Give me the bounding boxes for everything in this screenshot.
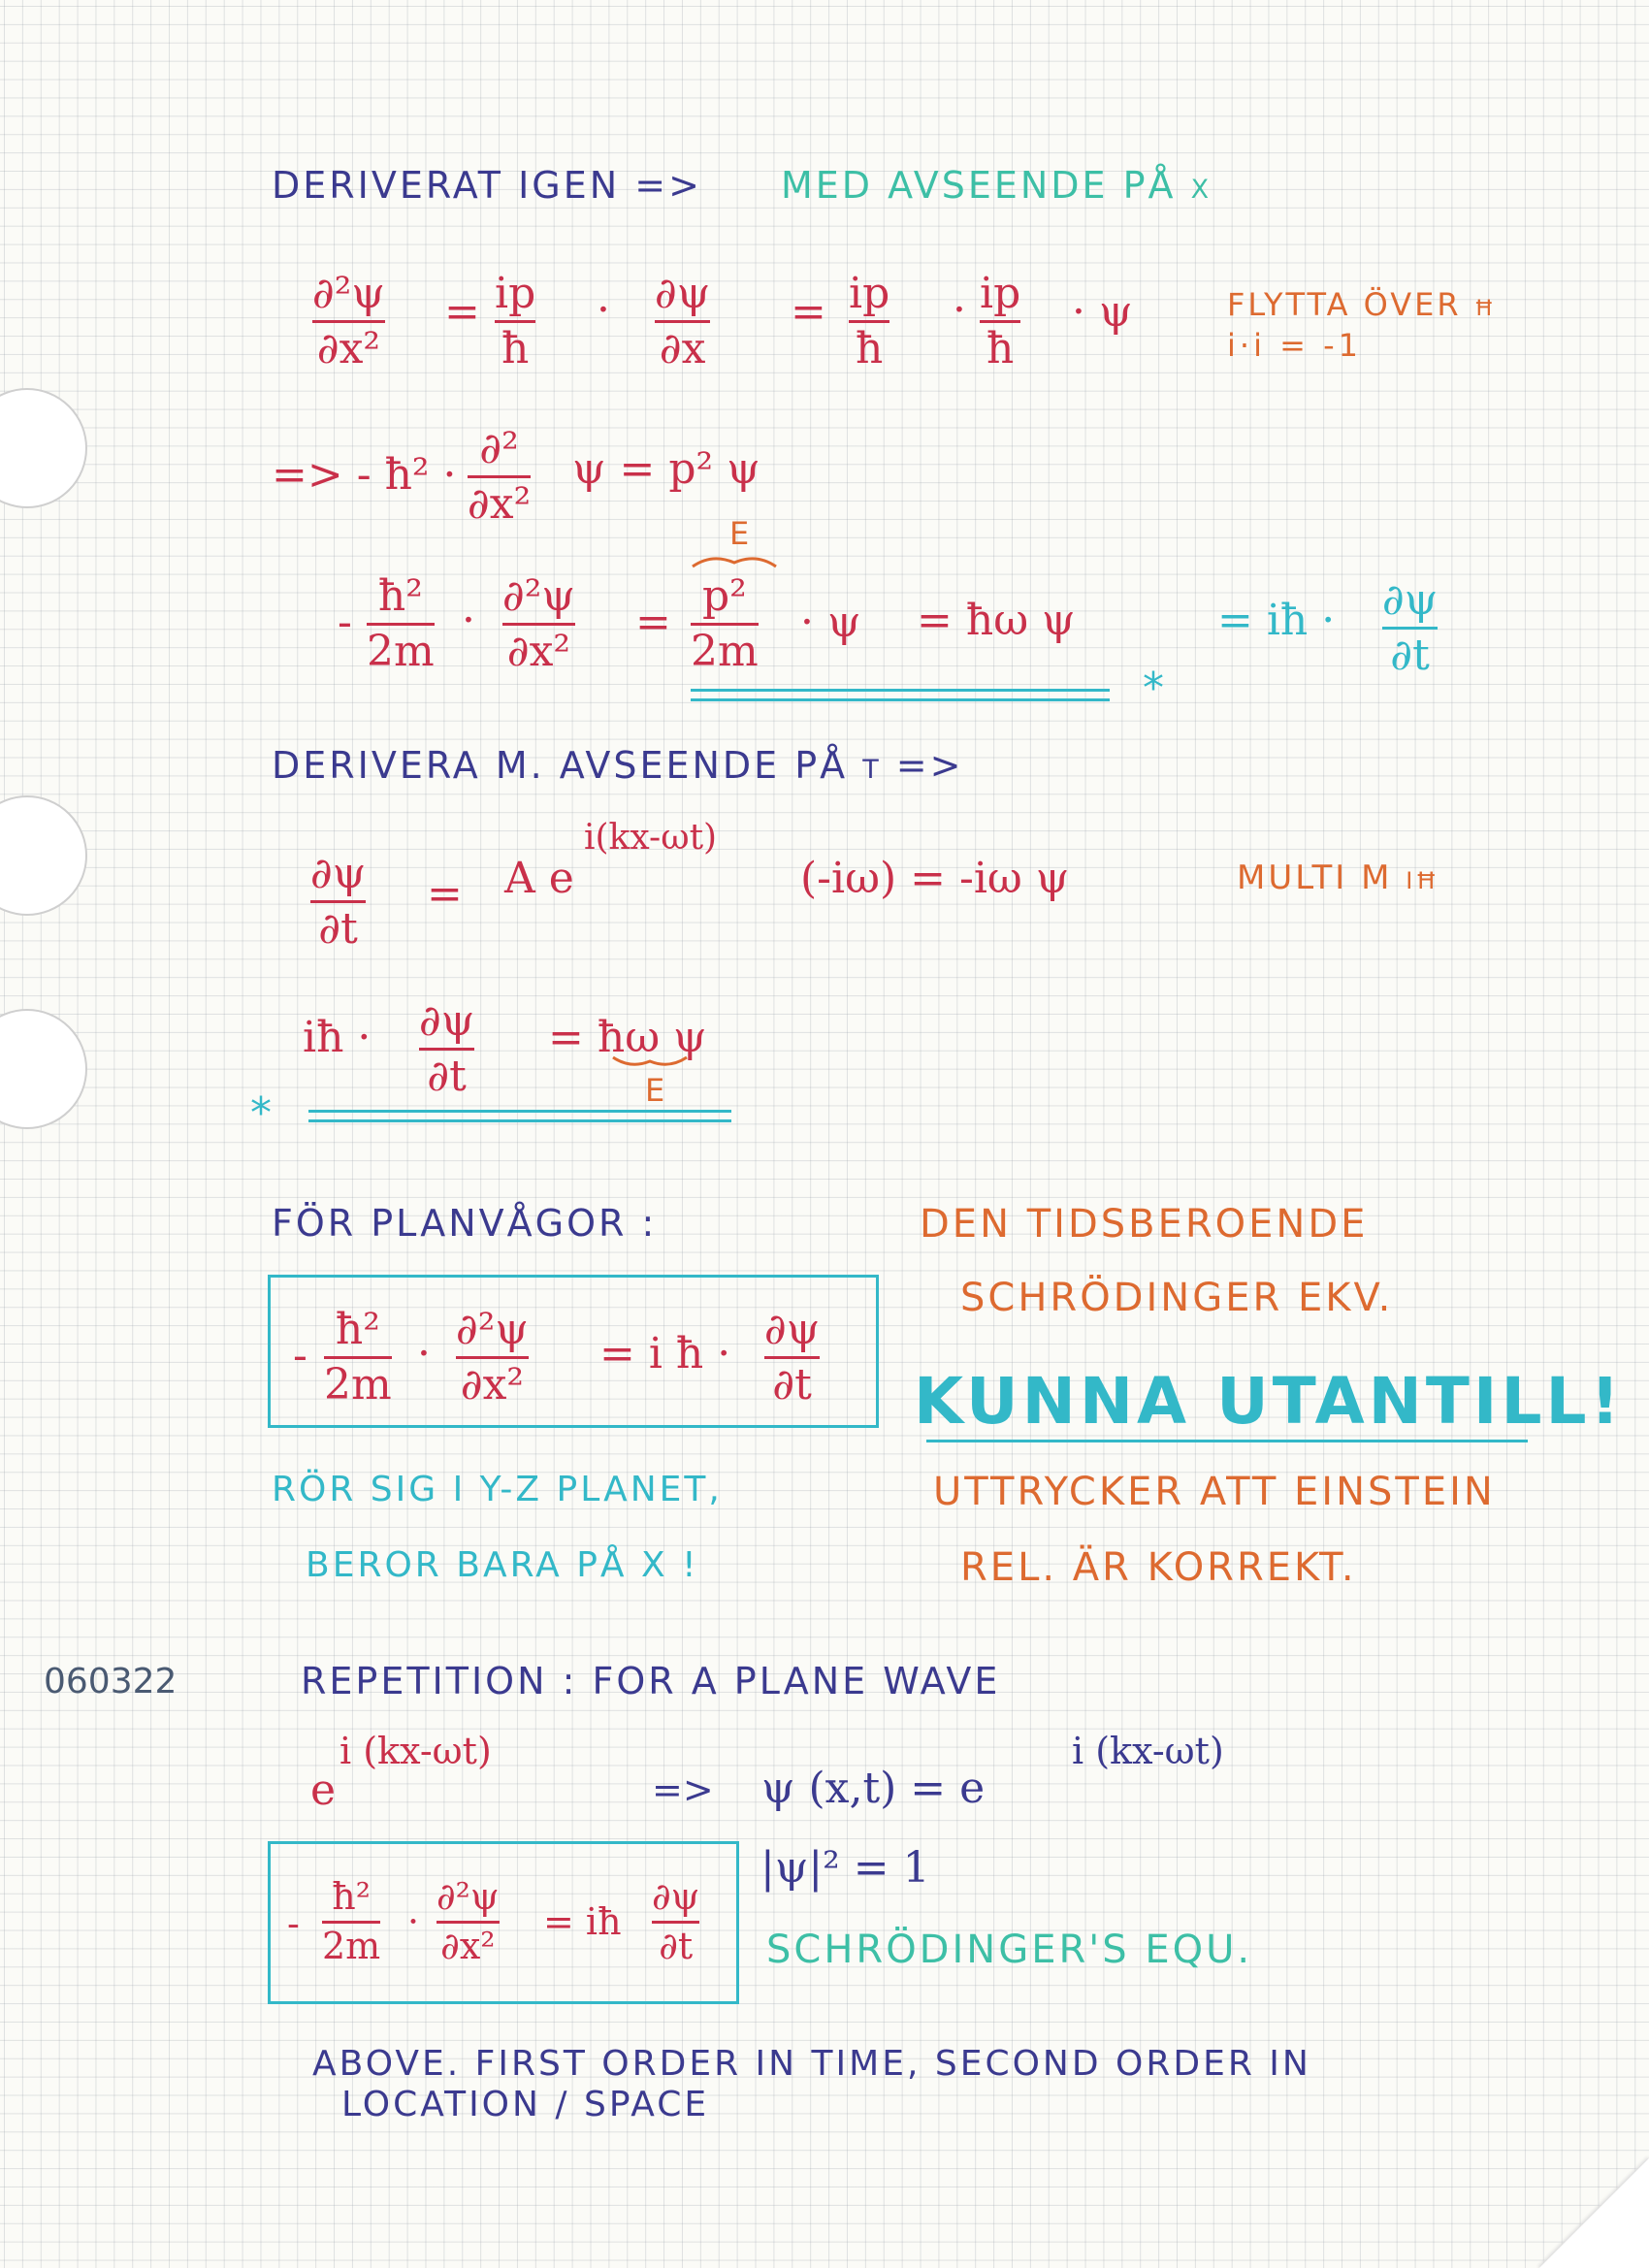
punch-hole <box>0 1009 87 1129</box>
exponent: i (kx-ωt) <box>1072 1730 1224 1772</box>
note-flytta-over: FLYTTA ÖVER ħ <box>1227 286 1497 323</box>
star-marker: * <box>1143 664 1164 713</box>
denominator: ∂t <box>659 1924 694 1967</box>
i-hbar-dot: iħ · <box>303 1013 372 1062</box>
exponent: i(kx-ωt) <box>584 818 718 858</box>
footer-note-line-2: LOCATION / SPACE <box>341 2085 710 2124</box>
equals-sign: = <box>791 287 826 337</box>
energy-rhs: = ħω ψ <box>548 1013 707 1062</box>
numerator: ∂ψ <box>1382 575 1439 625</box>
kunna-utantill: KUNNA UTANTILL! <box>914 1364 1624 1439</box>
heading-med-avseende-x: MED AVSEENDE PÅ x <box>781 164 1212 207</box>
normalization: |ψ|² = 1 <box>760 1843 930 1893</box>
fraction-dpsi-dt <box>764 1305 821 1410</box>
punch-hole <box>0 388 87 508</box>
denominator: ħ <box>501 324 530 374</box>
numerator: ∂² <box>479 424 519 473</box>
numerator: ∂ψ <box>764 1305 821 1354</box>
brace-under-E <box>691 549 778 570</box>
minus-sign: - <box>287 1902 300 1945</box>
numerator: ħ² <box>332 1875 371 1918</box>
implies-arrow: => <box>652 1768 714 1811</box>
fraction-h2-2m <box>324 1305 392 1410</box>
numerator: ∂²ψ <box>312 269 385 318</box>
underline <box>926 1440 1528 1442</box>
numerator: ip <box>980 269 1021 318</box>
numerator: ∂ψ <box>652 1875 700 1918</box>
energy-label: E <box>645 1072 665 1109</box>
equals-sign: = <box>427 869 463 919</box>
numerator: ∂ψ <box>310 849 367 898</box>
heading-deriverat-igen: DERIVERAT IGEN => <box>272 164 702 207</box>
minus-sign: - <box>293 1331 307 1380</box>
numerator: ip <box>495 269 536 318</box>
denominator: 2m <box>322 1924 381 1967</box>
fraction-ip-h <box>980 269 1021 374</box>
fraction-d2psi-dx2 <box>436 1875 500 1967</box>
note-ror-sig: RÖR SIG I Y-Z PLANET, <box>272 1470 723 1509</box>
amplitude-exponential: A e <box>504 854 574 903</box>
note-schrodinger-ekv: SCHRÖDINGER EKV. <box>960 1276 1394 1320</box>
denominator: ∂t <box>427 1052 467 1102</box>
numerator: ħ² <box>335 1305 380 1354</box>
equation-2-rest: ψ = p² ψ <box>572 444 760 494</box>
note-rel-korrekt: REL. ÄR KORREKT. <box>960 1545 1357 1590</box>
denominator: ∂x² <box>440 1924 496 1967</box>
date-label: 060322 <box>44 1662 178 1701</box>
underline <box>308 1119 731 1122</box>
denominator: ∂x² <box>506 627 571 677</box>
fraction-d2psi-dx2 <box>312 269 385 374</box>
denominator: ∂x² <box>468 479 532 530</box>
note-uttrycker: UTTRYCKER ATT EINSTEIN <box>933 1470 1496 1514</box>
fraction-d2psi-dx2 <box>456 1305 529 1410</box>
heading-for-planvagor: FÖR PLANVÅGOR : <box>272 1202 658 1245</box>
denominator: ħ <box>986 324 1015 374</box>
minus-sign: - <box>338 598 352 647</box>
denominator: 2m <box>324 1360 392 1410</box>
energy-rhs: = ħω ψ <box>917 596 1076 645</box>
numerator: ∂ψ <box>655 269 711 318</box>
dot-operator: · <box>953 285 966 335</box>
wavefunction-definition: ψ (x,t) = e <box>761 1764 986 1813</box>
fraction-ip-h <box>849 269 890 374</box>
equals-i-hbar: = iħ <box>543 1900 622 1943</box>
numerator: p² <box>701 571 747 621</box>
fraction-h2-2m <box>367 571 435 677</box>
numerator: ∂²ψ <box>436 1875 500 1918</box>
numerator: ħ² <box>377 571 423 621</box>
fraction-dpsi-dt <box>310 849 367 955</box>
underline <box>691 698 1110 701</box>
punch-hole <box>0 795 87 916</box>
fraction-dpsi-dt <box>419 996 475 1102</box>
equals-i-hbar: = i ħ · <box>599 1329 731 1378</box>
page-corner-fold <box>1539 2158 1649 2268</box>
denominator: 2m <box>367 627 435 677</box>
note-beror-bara: BEROR BARA PÅ X ! <box>306 1545 699 1585</box>
numerator: ∂²ψ <box>502 571 575 621</box>
equals-sign: = <box>635 598 671 647</box>
note-i-i: i·i = -1 <box>1227 327 1363 364</box>
equation-2-lead: => - ħ² · <box>272 450 457 500</box>
dot-psi: · ψ <box>1072 287 1133 337</box>
denominator: ħ <box>855 324 884 374</box>
heading-repetition: REPETITION : FOR A PLANE WAVE <box>301 1660 1001 1702</box>
dot-operator: · <box>597 285 610 335</box>
dot-operator: · <box>462 596 475 645</box>
underline <box>691 689 1110 692</box>
fraction-dpsi-dx <box>655 269 711 374</box>
fraction-dpsi-dt <box>652 1875 700 1967</box>
dot-operator: · <box>407 1900 420 1943</box>
underline <box>308 1110 731 1113</box>
numerator: ip <box>849 269 890 318</box>
denominator: ∂x² <box>460 1360 525 1410</box>
energy-label: E <box>729 515 750 552</box>
exponential-base: e <box>310 1766 337 1815</box>
equals-sign: = <box>444 287 480 337</box>
numerator: ∂ψ <box>419 996 475 1046</box>
footer-note-line-1: ABOVE. FIRST ORDER IN TIME, SECOND ORDER IN <box>312 2044 1311 2084</box>
dot-operator: · <box>417 1329 431 1378</box>
exponent: i (kx-ωt) <box>340 1730 492 1772</box>
fraction-dpsi-dt <box>1382 575 1439 681</box>
star-marker: * <box>250 1088 272 1138</box>
dot-psi: · ψ <box>800 598 861 647</box>
fraction-p2-2m <box>691 571 759 677</box>
numerator: ∂²ψ <box>456 1305 529 1354</box>
fraction-d2psi-dx2 <box>502 571 575 677</box>
brace-under-hw <box>611 1053 689 1073</box>
heading-deriverat-t: DERIVERA M. AVSEENDE PÅ t => <box>272 744 964 787</box>
schrodingers-equ-label: SCHRÖDINGER'S EQU. <box>766 1928 1253 1972</box>
denominator: ∂t <box>1390 631 1430 681</box>
fraction-h2-2m <box>322 1875 381 1967</box>
fraction-ip-h <box>495 269 536 374</box>
denominator: 2m <box>691 627 759 677</box>
fraction-d2-dx2 <box>468 424 532 530</box>
denominator: ∂t <box>772 1360 812 1410</box>
note-multi: MULTI M iħ <box>1237 859 1440 897</box>
denominator: ∂t <box>318 904 358 955</box>
equation-4-rest: (-iω) = -iω ψ <box>800 854 1070 903</box>
denominator: ∂x <box>659 324 706 374</box>
denominator: ∂x² <box>316 324 381 374</box>
note-tidsberoende: DEN TIDSBEROENDE <box>920 1202 1369 1247</box>
time-derivative-lhs: = iħ · <box>1217 596 1336 645</box>
